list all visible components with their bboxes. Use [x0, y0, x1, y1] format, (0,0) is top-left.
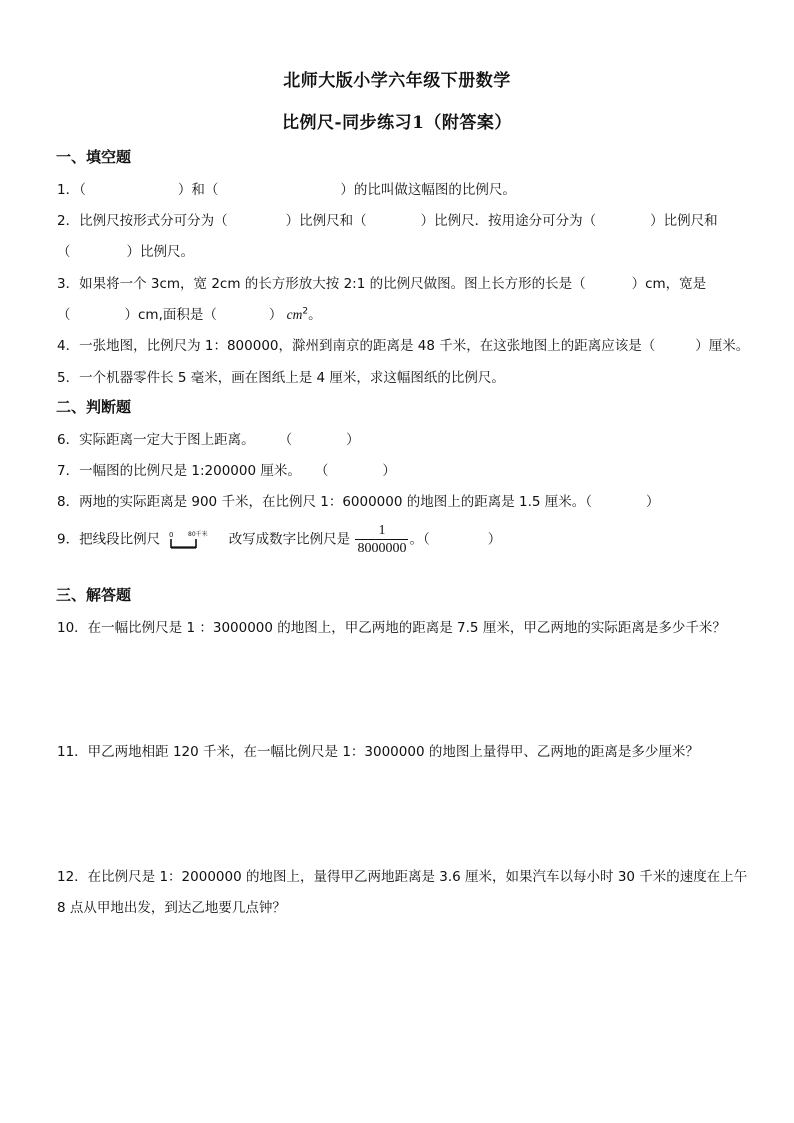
q7-text-b: （ [314, 463, 329, 479]
question-7 [57, 459, 396, 479]
q3-text-d: ）cm,面积是（ [124, 307, 217, 323]
question-3-line-2 [57, 303, 322, 323]
line-scale-figure [168, 529, 220, 551]
question-11 [57, 740, 699, 760]
q1-text-a: 1．（ [57, 182, 86, 198]
q3-text-e: ） [268, 307, 283, 323]
fraction-numerator: 1 [378, 523, 386, 538]
question-12-line-1 [57, 865, 747, 885]
q10-text-a: 10．在一幅比例尺是 1 ：3000000 的地图上，甲乙两地的距离是 7.5 厘米，甲乙两地的实际距离是多少千米？ [57, 620, 726, 636]
q2-text-d: ）比例尺和 [650, 213, 718, 229]
q6-text-c: ） [346, 432, 360, 448]
question-10 [57, 616, 726, 636]
q2-text-a: 2．比例尺按形式分可分为（ [57, 213, 228, 229]
section-solve: 三、解答题 [56, 586, 132, 604]
q11-text-a: 11．甲乙两地相距 120 千米，在一幅比例尺是 1：3000000 的地图上量得甲、乙两地的距离是多少厘米？ [57, 744, 699, 760]
question-6 [57, 428, 360, 448]
q3-text-c: （ [57, 307, 71, 323]
q3-exponent: 2 [302, 306, 309, 317]
q4-text-a: 4．一张地图，比例尺为 1：800000，滁州到南京的距离是 48 千米，在这张地图上的距离应该是（ [57, 338, 656, 354]
document-subtitle: 比例尺-同步练习1（附答案） [282, 113, 512, 133]
q4-text-b: ）厘米。 [695, 338, 750, 354]
document-title: 北师大版小学六年级下册数学 [283, 71, 511, 91]
question-8 [57, 490, 660, 510]
q7-text-a: 7．一幅图的比例尺是 1:200000 厘米。 [57, 463, 301, 479]
q2-text-b: ）比例尺和（ [285, 213, 367, 229]
question-2-line-2 [57, 240, 194, 260]
q9-text-b: 改写成数字比例尺是 [228, 531, 351, 548]
q12-text-a: 12．在比例尺是 1：2000000 的地图上，量得甲乙两地距离是 3.6 厘米，如果汽车以每小时 30 千米的速度在上午 [57, 869, 748, 885]
q3-text-b: ）cm，宽是 [631, 276, 707, 292]
scale-distance-label: 80千米 [188, 530, 209, 538]
q3-text-f: 。 [308, 307, 322, 323]
question-5 [57, 366, 505, 386]
question-1 [57, 178, 516, 198]
section-true-false: 二、判断题 [56, 398, 132, 416]
q3-unit: cm [286, 307, 303, 322]
question-4 [57, 334, 749, 354]
q2-text-c: ）比例尺．按用途分可分为（ [420, 213, 597, 229]
q9-fraction [355, 522, 408, 557]
line-scale-svg [168, 529, 220, 551]
q12-text-b: 8 点从甲地出发，到达乙地要几点钟？ [57, 900, 286, 916]
question-12-line-2 [57, 896, 286, 916]
fraction-denominator: 8000000 [357, 541, 407, 556]
q1-text-c: ）的比叫做这幅图的比例尺。 [340, 182, 516, 198]
q9-text-d: ） [487, 531, 502, 548]
q7-text-c: ） [382, 463, 396, 479]
scale-zero-label: 0 [169, 530, 174, 539]
question-9 [57, 522, 501, 557]
question-2-line-1 [57, 209, 718, 229]
q8-text-a: 8．两地的实际距离是 900 千米，在比例尺 1：6000000 的地图上的距离是 1.5 厘米。（ [57, 494, 593, 510]
q3-text-a: 3．如果将一个 3cm，宽 2cm 的长方形放大按 2:1 的比例尺做图。图上长方形的长是（ [57, 276, 586, 292]
q2-text-f: ）比例尺。 [126, 244, 194, 260]
q6-text-b: （ [278, 432, 293, 448]
section-fill-in: 一、填空题 [56, 148, 132, 166]
q6-text-a: 6．实际距离一定大于图上距离。 [57, 432, 255, 448]
q8-text-b: ） [646, 494, 660, 510]
q9-text-a: 9．把线段比例尺 [57, 531, 161, 548]
question-3-line-1 [57, 272, 706, 292]
q1-text-b: ）和（ [177, 182, 219, 198]
q5-text-a: 5．一个机器零件长 5 毫米，画在图纸上是 4 厘米，求这幅图纸的比例尺。 [57, 370, 505, 386]
q9-text-c: 。（ [409, 531, 430, 548]
q2-text-e: （ [57, 244, 71, 260]
